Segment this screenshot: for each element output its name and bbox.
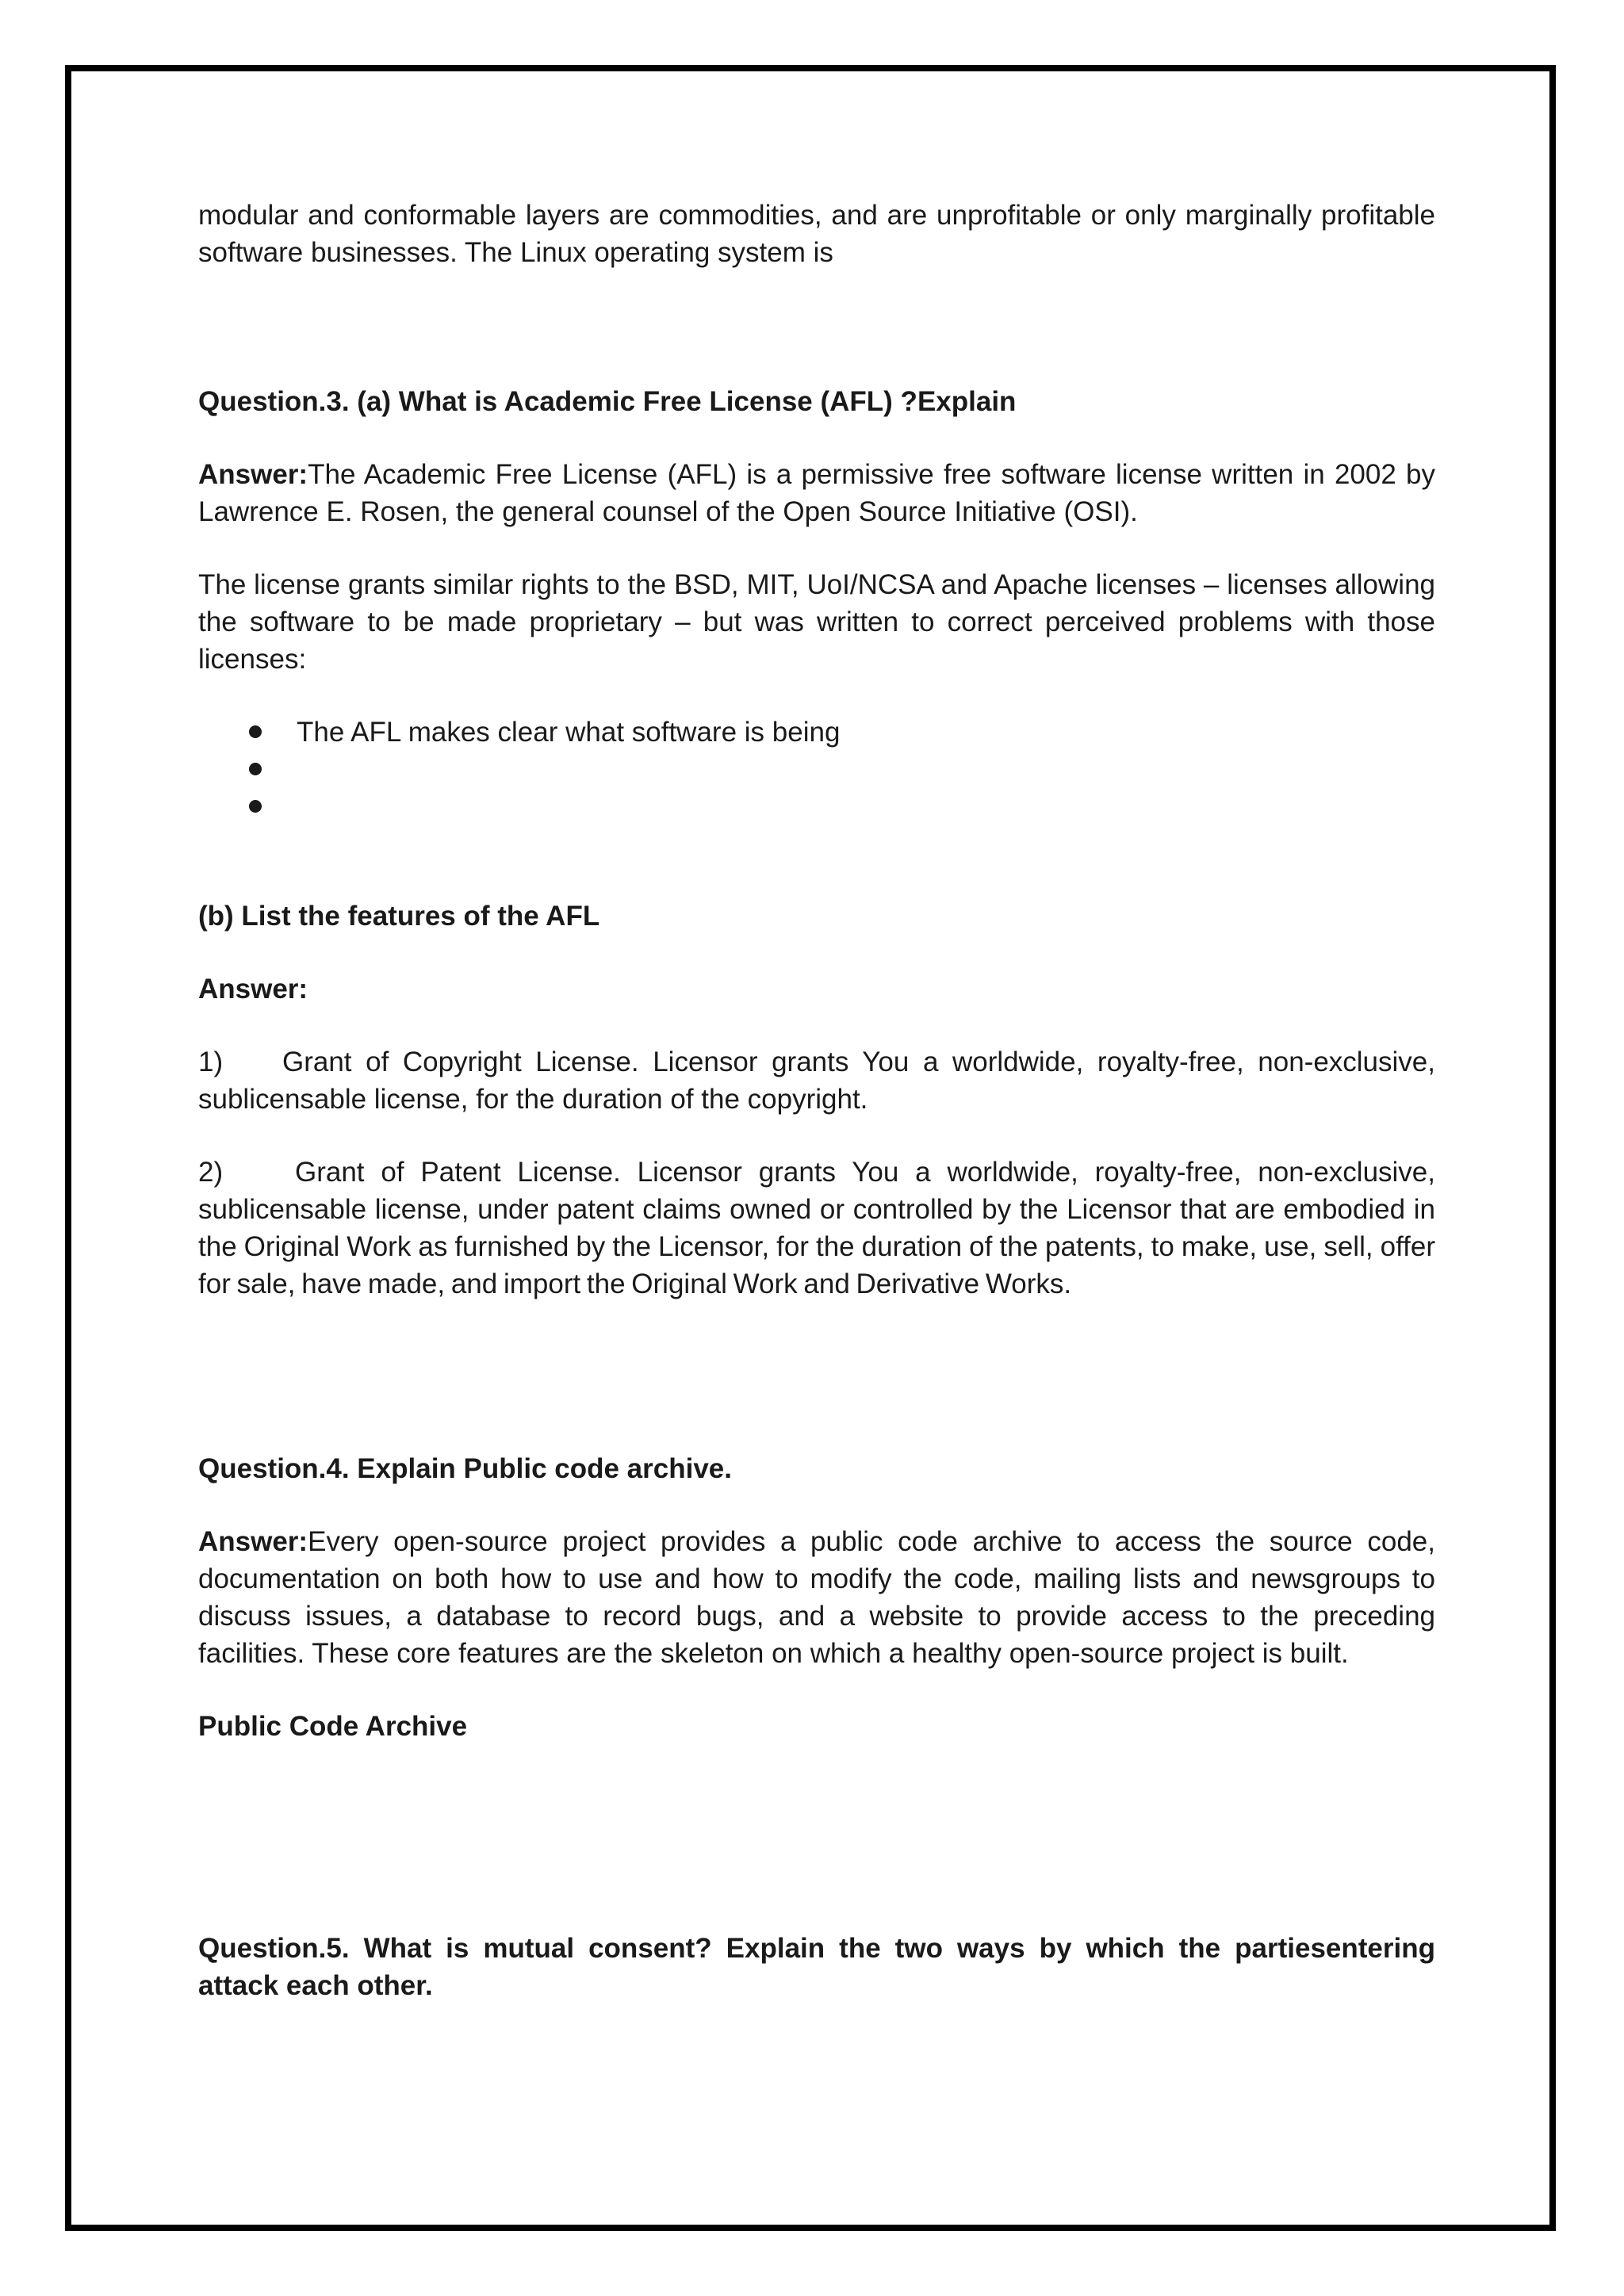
item-text: Grant of Patent License. Licensor grants You a worldwide, royalty-free, non-exclusive, sublicensable license, under patent claims owned or controlled by the Licensor that are embodied in the Original Work as furnished by the Licensor, for the duration of the patents, to make, use, sell, offer for sale, have made, and import the Original Work and Derivative Works.	[198, 1157, 1435, 1299]
q3b-answer-label: Answer:	[198, 974, 308, 1004]
document-body	[198, 197, 1435, 2004]
list-item	[198, 788, 1435, 825]
q3-heading: Question.3. (a) What is Academic Free License (AFL) ?Explain	[198, 386, 1017, 417]
q3b-heading: (b) List the features of the AFL	[198, 901, 600, 932]
item-text: Grant of Copyright License. Licensor grants You a worldwide, royalty-free, non-exclusive, sublicensable license, for the duration of the copyright.	[198, 1047, 1435, 1115]
q3b-item-2	[198, 1154, 1435, 1303]
item-number: 1)	[198, 1047, 224, 1077]
q5-heading: Question.5. What is mutual consent? Explain the two ways by which the partiesentering attack each other.	[198, 1933, 1435, 2001]
item-number: 2)	[198, 1157, 224, 1188]
bullet-icon	[249, 763, 262, 775]
list-item	[198, 751, 1435, 788]
q4-answer	[198, 1523, 1435, 1672]
bullet-icon	[249, 800, 262, 813]
q3-paragraph-2: The license grants similar rights to the BSD, MIT, UoI/NCSA and Apache licenses – licenses allowing the software to be made proprietary – but was written to correct perceived problems with those licenses:	[198, 569, 1435, 675]
q4-subheading: Public Code Archive	[198, 1711, 468, 1742]
intro-line-1: modular and conformable layers are commodities, and are unprofitable or only marginally profitable	[198, 200, 1435, 231]
q3-answer	[198, 456, 1435, 530]
q3-answer-label: Answer:	[198, 459, 308, 490]
q4-answer-label: Answer:	[198, 1526, 308, 1557]
q3b-item-1	[198, 1043, 1435, 1118]
bullet-icon	[249, 725, 262, 738]
q3-answer-text: The Academic Free License (AFL) is a permissive free software license written in 2002 by Lawrence E. Rosen, the general counsel of the Open Source Initiative (OSI).	[198, 459, 1435, 527]
q4-answer-text: Every open-source project provides a public code archive to access the source code, documentation on both how to use and how to modify the code, mailing lists and newsgroups to discuss issues, a database to record bugs, and a website to provide access to the preceding facilities. These core features are the skeleton on which a healthy open-source project is built.	[198, 1526, 1435, 1669]
list-item	[198, 714, 1435, 751]
bullet-text: The AFL makes clear what software is being	[297, 717, 841, 748]
q3-bullet-list	[198, 714, 1435, 825]
intro-line-2: software businesses. The Linux operating system is	[198, 237, 833, 268]
q4-heading: Question.4. Explain Public code archive.	[198, 1453, 732, 1484]
